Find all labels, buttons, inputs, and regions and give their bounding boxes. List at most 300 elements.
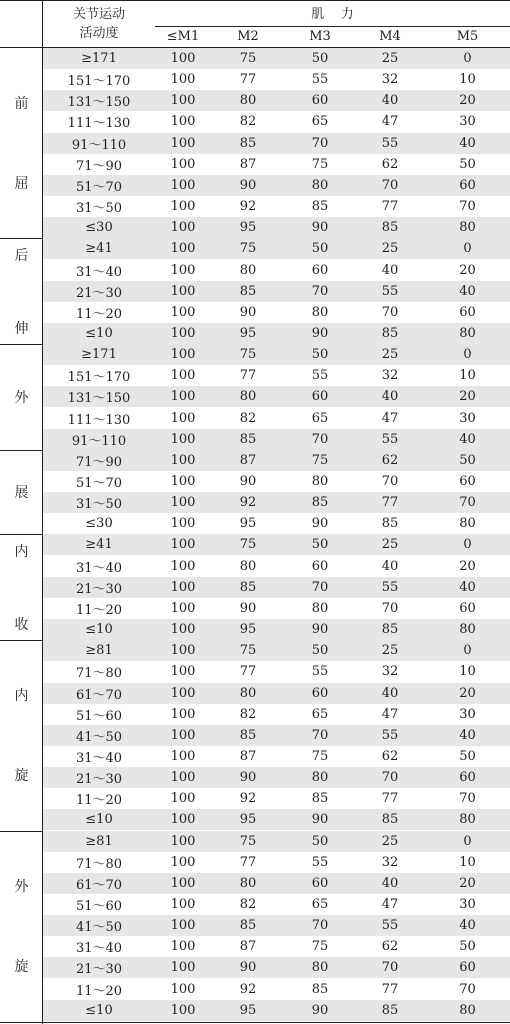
score-cell-m1: 100 — [170, 452, 196, 468]
range-cell: ≤10 — [85, 325, 113, 341]
table-row — [43, 111, 510, 132]
table-row — [43, 598, 510, 619]
score-cell-m5: 40 — [459, 727, 476, 743]
score-cell-m3: 90 — [311, 220, 329, 236]
score-cell-m1: 100 — [170, 368, 196, 384]
score-cell-m2: 90 — [239, 177, 257, 193]
score-cell-m1: 100 — [170, 431, 196, 447]
table-row — [43, 746, 510, 767]
score-cell-m3: 75 — [311, 156, 329, 172]
score-cell-m5: 20 — [459, 93, 476, 109]
score-cell-m3: 65 — [311, 410, 329, 426]
header-grade-4: M4 — [379, 29, 401, 44]
table-row — [43, 831, 510, 852]
score-cell-m5: 60 — [459, 770, 476, 786]
score-cell-m3: 80 — [311, 960, 329, 976]
score-cell-m3: 80 — [311, 474, 329, 489]
table-row — [43, 365, 510, 386]
score-cell-m1: 100 — [170, 114, 196, 130]
score-cell-m5: 40 — [459, 579, 476, 595]
range-cell: 151～170 — [67, 74, 131, 90]
score-cell-m3: 60 — [311, 262, 329, 278]
group-label-char: 外 — [14, 878, 29, 895]
score-cell-m2: 80 — [239, 875, 257, 891]
score-cell-m5: 70 — [459, 981, 476, 997]
group-label-char: 后 — [14, 247, 29, 264]
score-cell-m5: 40 — [459, 283, 476, 299]
score-cell-m2: 75 — [239, 347, 257, 363]
range-cell: 111～130 — [67, 412, 131, 428]
score-cell-m4: 70 — [381, 177, 399, 193]
range-cell: ≥41 — [85, 241, 113, 257]
range-cell: 151～170 — [67, 370, 131, 386]
range-cell: 11～20 — [75, 602, 123, 618]
range-cell: ≤30 — [85, 220, 113, 236]
table-row — [43, 915, 510, 936]
score-cell-m2: 75 — [239, 51, 257, 66]
score-cell-m4: 40 — [381, 262, 399, 278]
score-cell-m2: 92 — [239, 199, 257, 215]
score-cell-m4: 77 — [381, 981, 399, 997]
score-cell-m4: 62 — [381, 748, 399, 764]
table-row — [43, 1000, 510, 1021]
score-cell-m4: 25 — [381, 643, 399, 659]
score-cell-m4: 77 — [381, 495, 399, 511]
table-row — [43, 386, 510, 407]
score-cell-m3: 90 — [311, 622, 329, 638]
score-cell-m4: 55 — [381, 727, 399, 743]
score-cell-m3: 65 — [311, 897, 329, 912]
group-label — [0, 831, 43, 1021]
score-cell-m4: 70 — [381, 474, 399, 489]
table-row — [43, 556, 510, 577]
score-cell-m3: 90 — [311, 516, 329, 532]
score-cell-m3: 55 — [311, 664, 329, 680]
score-cell-m2: 75 — [239, 537, 257, 553]
score-cell-m5: 10 — [459, 72, 476, 88]
score-cell-m5: 80 — [459, 325, 476, 341]
score-cell-m2: 85 — [239, 579, 257, 595]
table-row — [43, 767, 510, 788]
table-row — [43, 471, 510, 492]
score-cell-m1: 100 — [170, 579, 196, 595]
table-row — [43, 281, 510, 302]
score-cell-m4: 70 — [381, 304, 399, 320]
bottom-rule — [0, 1022, 510, 1023]
score-cell-m4: 70 — [381, 960, 399, 976]
group-label — [0, 534, 43, 640]
score-cell-m2: 75 — [239, 643, 257, 659]
group-label — [0, 48, 43, 238]
group-label-char: 外 — [14, 389, 29, 406]
score-cell-m2: 80 — [239, 262, 257, 278]
score-cell-m2: 95 — [239, 812, 257, 828]
score-cell-m2: 90 — [239, 960, 257, 976]
score-cell-m1: 100 — [170, 72, 196, 88]
score-cell-m1: 100 — [170, 51, 196, 66]
score-cell-m2: 80 — [239, 685, 257, 701]
score-cell-m5: 0 — [463, 643, 472, 659]
table-row — [43, 683, 510, 704]
range-cell: 131～150 — [67, 95, 131, 111]
score-cell-m4: 32 — [381, 664, 399, 680]
table-row — [43, 852, 510, 873]
table-row — [43, 979, 510, 1000]
table-row — [43, 196, 510, 217]
score-cell-m1: 100 — [170, 410, 196, 426]
range-cell: 51～60 — [75, 708, 123, 724]
score-cell-m4: 85 — [381, 325, 399, 341]
table-row — [43, 450, 510, 471]
table-row — [43, 344, 510, 365]
score-cell-m5: 60 — [459, 600, 476, 616]
header-strength-title: 肌 力 — [311, 7, 354, 22]
score-cell-m4: 47 — [381, 706, 399, 722]
table-row — [43, 69, 510, 90]
score-cell-m3: 55 — [311, 854, 329, 870]
score-cell-m1: 100 — [170, 812, 196, 828]
range-cell: 31～50 — [75, 201, 123, 217]
score-cell-m1: 100 — [170, 135, 196, 151]
score-cell-m2: 82 — [239, 410, 257, 426]
range-cell: ≥171 — [81, 347, 117, 363]
score-cell-m1: 100 — [170, 1002, 196, 1018]
score-cell-m4: 55 — [381, 579, 399, 595]
group-label-char: 内 — [14, 688, 29, 705]
score-cell-m1: 100 — [170, 304, 196, 320]
table-row — [43, 175, 510, 196]
score-cell-m5: 30 — [459, 706, 476, 722]
score-cell-m4: 25 — [381, 51, 399, 66]
score-cell-m2: 87 — [239, 452, 257, 468]
table-row — [43, 788, 510, 809]
table-row — [43, 302, 510, 323]
range-cell: ≥41 — [85, 537, 113, 553]
score-cell-m3: 60 — [311, 685, 329, 701]
table-row — [43, 48, 510, 69]
range-cell: 71～90 — [75, 158, 123, 174]
score-cell-m2: 77 — [239, 72, 257, 88]
score-cell-m2: 82 — [239, 897, 257, 912]
score-cell-m3: 55 — [311, 72, 329, 88]
score-cell-m4: 25 — [381, 241, 399, 257]
score-cell-m1: 100 — [170, 833, 196, 849]
score-cell-m4: 55 — [381, 135, 399, 151]
group-label — [0, 238, 43, 344]
table-row — [43, 809, 510, 830]
range-cell: 71～80 — [75, 856, 123, 872]
score-cell-m5: 70 — [459, 199, 476, 215]
score-cell-m3: 80 — [311, 304, 329, 320]
score-cell-m2: 77 — [239, 664, 257, 680]
score-cell-m3: 60 — [311, 93, 329, 109]
range-cell: 11～20 — [75, 306, 123, 322]
score-cell-m4: 47 — [381, 114, 399, 130]
table-row — [43, 513, 510, 534]
group-label-char: 展 — [14, 485, 29, 502]
score-cell-m5: 70 — [459, 791, 476, 807]
score-cell-m3: 60 — [311, 875, 329, 891]
range-cell: ≤10 — [85, 1002, 113, 1018]
score-cell-m3: 65 — [311, 114, 329, 130]
score-cell-m4: 55 — [381, 918, 399, 934]
score-cell-m4: 77 — [381, 199, 399, 215]
range-cell: 51～70 — [75, 476, 123, 491]
score-cell-m3: 50 — [311, 241, 329, 257]
score-cell-m5: 60 — [459, 960, 476, 976]
score-cell-m3: 70 — [311, 918, 329, 934]
score-cell-m5: 50 — [459, 748, 476, 764]
score-cell-m1: 100 — [170, 600, 196, 616]
score-cell-m4: 25 — [381, 537, 399, 553]
score-cell-m4: 40 — [381, 93, 399, 109]
score-cell-m5: 20 — [459, 389, 476, 405]
score-cell-m4: 40 — [381, 389, 399, 405]
score-cell-m1: 100 — [170, 241, 196, 257]
range-cell: ≥171 — [81, 51, 117, 66]
range-cell: 61～70 — [75, 877, 123, 893]
range-cell: ≤30 — [85, 516, 113, 532]
score-cell-m1: 100 — [170, 93, 196, 109]
score-cell-m2: 77 — [239, 368, 257, 384]
range-cell: 31～40 — [75, 560, 123, 576]
score-cell-m3: 75 — [311, 939, 329, 955]
score-cell-m3: 50 — [311, 51, 329, 66]
score-cell-m2: 80 — [239, 558, 257, 574]
score-cell-m2: 80 — [239, 93, 257, 109]
score-cell-m2: 90 — [239, 474, 257, 489]
score-cell-m1: 100 — [170, 727, 196, 743]
score-cell-m4: 85 — [381, 220, 399, 236]
table-row — [43, 154, 510, 175]
score-cell-m5: 30 — [459, 897, 476, 912]
score-cell-m2: 87 — [239, 939, 257, 955]
header-grade-1: ≤M1 — [166, 29, 200, 44]
score-cell-m3: 90 — [311, 1002, 329, 1018]
score-cell-m3: 50 — [311, 347, 329, 363]
range-cell: 71～90 — [75, 454, 123, 470]
table-row — [43, 577, 510, 598]
score-cell-m2: 87 — [239, 156, 257, 172]
score-cell-m3: 65 — [311, 706, 329, 722]
group-label — [0, 640, 43, 830]
score-cell-m5: 80 — [459, 1002, 476, 1018]
score-cell-m4: 32 — [381, 854, 399, 870]
header-grade-5: M5 — [456, 29, 479, 44]
score-cell-m5: 20 — [459, 558, 476, 574]
score-cell-m3: 85 — [311, 981, 329, 997]
score-cell-m5: 60 — [459, 304, 476, 320]
header-grade-3: M3 — [309, 29, 331, 44]
score-cell-m1: 100 — [170, 981, 196, 997]
score-cell-m5: 50 — [459, 156, 476, 172]
table-row — [43, 619, 510, 640]
score-cell-m1: 100 — [170, 220, 196, 236]
score-cell-m4: 40 — [381, 685, 399, 701]
score-cell-m4: 85 — [381, 622, 399, 638]
top-rule — [0, 0, 510, 1]
range-cell: ≥81 — [85, 833, 113, 849]
range-cell: 111～130 — [67, 116, 131, 132]
range-cell: ≤10 — [85, 812, 113, 828]
score-cell-m2: 82 — [239, 114, 257, 130]
score-cell-m3: 60 — [311, 389, 329, 405]
score-cell-m2: 92 — [239, 791, 257, 807]
score-cell-m3: 70 — [311, 135, 329, 151]
range-cell: 51～70 — [75, 179, 123, 195]
group-label-char: 前 — [14, 96, 29, 113]
table-row — [43, 704, 510, 725]
score-cell-m2: 85 — [239, 135, 257, 151]
score-cell-m2: 75 — [239, 833, 257, 849]
score-cell-m5: 40 — [459, 431, 476, 447]
score-cell-m3: 60 — [311, 558, 329, 574]
score-cell-m2: 85 — [239, 431, 257, 447]
table-row — [43, 492, 510, 513]
score-cell-m5: 60 — [459, 177, 476, 193]
score-cell-m2: 82 — [239, 706, 257, 722]
score-cell-m3: 70 — [311, 431, 329, 447]
table-row — [43, 90, 510, 111]
range-cell: 31～40 — [75, 750, 123, 766]
score-cell-m3: 85 — [311, 495, 329, 511]
score-cell-m2: 95 — [239, 1002, 257, 1018]
score-cell-m1: 100 — [170, 262, 196, 278]
score-cell-m3: 50 — [311, 537, 329, 553]
score-cell-m5: 0 — [463, 51, 472, 66]
score-cell-m1: 100 — [170, 177, 196, 193]
table-row — [43, 725, 510, 746]
score-cell-m5: 50 — [459, 452, 476, 468]
table-row — [43, 429, 510, 450]
score-cell-m5: 70 — [459, 495, 476, 511]
score-cell-m4: 70 — [381, 600, 399, 616]
range-cell: 61～70 — [75, 687, 123, 703]
group-label-char: 内 — [14, 543, 29, 560]
score-cell-m3: 90 — [311, 325, 329, 341]
score-cell-m2: 85 — [239, 727, 257, 743]
range-cell: 21～30 — [75, 581, 123, 597]
score-cell-m4: 85 — [381, 1002, 399, 1018]
score-cell-m1: 100 — [170, 875, 196, 891]
group-label-char: 屈 — [14, 176, 29, 193]
table-row — [43, 133, 510, 154]
group-label-char: 旋 — [14, 768, 29, 785]
score-cell-m4: 70 — [381, 770, 399, 786]
score-cell-m1: 100 — [170, 664, 196, 680]
range-cell: 21～30 — [75, 772, 123, 788]
score-cell-m5: 10 — [459, 664, 476, 680]
score-cell-m3: 70 — [311, 283, 329, 299]
score-cell-m1: 100 — [170, 643, 196, 659]
score-cell-m1: 100 — [170, 706, 196, 722]
score-cell-m1: 100 — [170, 389, 196, 405]
score-cell-m5: 80 — [459, 812, 476, 828]
score-cell-m5: 30 — [459, 410, 476, 426]
score-cell-m4: 85 — [381, 516, 399, 532]
header-sub-rule — [155, 26, 510, 27]
table-row — [43, 936, 510, 957]
score-cell-m3: 90 — [311, 812, 329, 828]
table-row — [43, 217, 510, 238]
score-cell-m5: 60 — [459, 474, 476, 489]
score-cell-m4: 25 — [381, 347, 399, 363]
group-label — [0, 450, 43, 535]
range-cell: 21～30 — [75, 285, 123, 301]
score-cell-m2: 85 — [239, 283, 257, 299]
score-cell-m1: 100 — [170, 516, 196, 532]
score-cell-m1: 100 — [170, 770, 196, 786]
score-cell-m4: 62 — [381, 939, 399, 955]
score-cell-m4: 85 — [381, 812, 399, 828]
table-row — [43, 894, 510, 915]
score-cell-m4: 47 — [381, 410, 399, 426]
table-row — [43, 238, 510, 259]
score-cell-m3: 80 — [311, 177, 329, 193]
score-cell-m3: 70 — [311, 727, 329, 743]
score-cell-m4: 40 — [381, 875, 399, 891]
score-cell-m4: 77 — [381, 791, 399, 807]
score-cell-m3: 75 — [311, 452, 329, 468]
table-row — [43, 408, 510, 429]
group-label-char: 旋 — [14, 958, 29, 975]
score-cell-m3: 85 — [311, 791, 329, 807]
header-col0-line1: 关节运动 — [72, 7, 125, 22]
score-cell-m2: 92 — [239, 981, 257, 997]
range-cell: 91～110 — [71, 433, 127, 449]
score-cell-m3: 70 — [311, 579, 329, 595]
score-cell-m1: 100 — [170, 283, 196, 299]
score-cell-m1: 100 — [170, 748, 196, 764]
score-cell-m5: 0 — [463, 241, 472, 257]
score-cell-m3: 85 — [311, 199, 329, 215]
group-label-char: 收 — [14, 616, 29, 633]
score-cell-m1: 100 — [170, 347, 196, 363]
score-cell-m3: 50 — [311, 833, 329, 849]
score-cell-m3: 80 — [311, 770, 329, 786]
score-cell-m2: 75 — [239, 241, 257, 257]
range-cell: 31～50 — [75, 497, 123, 513]
score-cell-m1: 100 — [170, 791, 196, 807]
table-row — [43, 661, 510, 682]
table-row — [43, 873, 510, 894]
score-cell-m2: 87 — [239, 748, 257, 764]
score-cell-m5: 20 — [459, 262, 476, 278]
score-cell-m1: 100 — [170, 537, 196, 553]
score-cell-m5: 80 — [459, 516, 476, 532]
score-cell-m1: 100 — [170, 854, 196, 870]
range-cell: 71～80 — [75, 666, 123, 682]
score-cell-m4: 62 — [381, 156, 399, 172]
range-cell: 51～60 — [75, 899, 123, 914]
score-cell-m2: 92 — [239, 495, 257, 511]
score-cell-m2: 90 — [239, 600, 257, 616]
score-cell-m1: 100 — [170, 622, 196, 638]
table-row — [43, 323, 510, 344]
score-cell-m5: 20 — [459, 875, 476, 891]
score-cell-m3: 50 — [311, 643, 329, 659]
score-cell-m4: 25 — [381, 833, 399, 849]
range-cell: 131～150 — [67, 391, 131, 407]
group-label-char: 伸 — [14, 320, 29, 337]
score-cell-m5: 30 — [459, 114, 476, 130]
score-cell-m5: 0 — [463, 347, 472, 363]
score-cell-m1: 100 — [170, 474, 196, 489]
score-cell-m1: 100 — [170, 897, 196, 912]
score-cell-m2: 90 — [239, 304, 257, 320]
score-cell-m1: 100 — [170, 325, 196, 341]
score-cell-m2: 95 — [239, 325, 257, 341]
